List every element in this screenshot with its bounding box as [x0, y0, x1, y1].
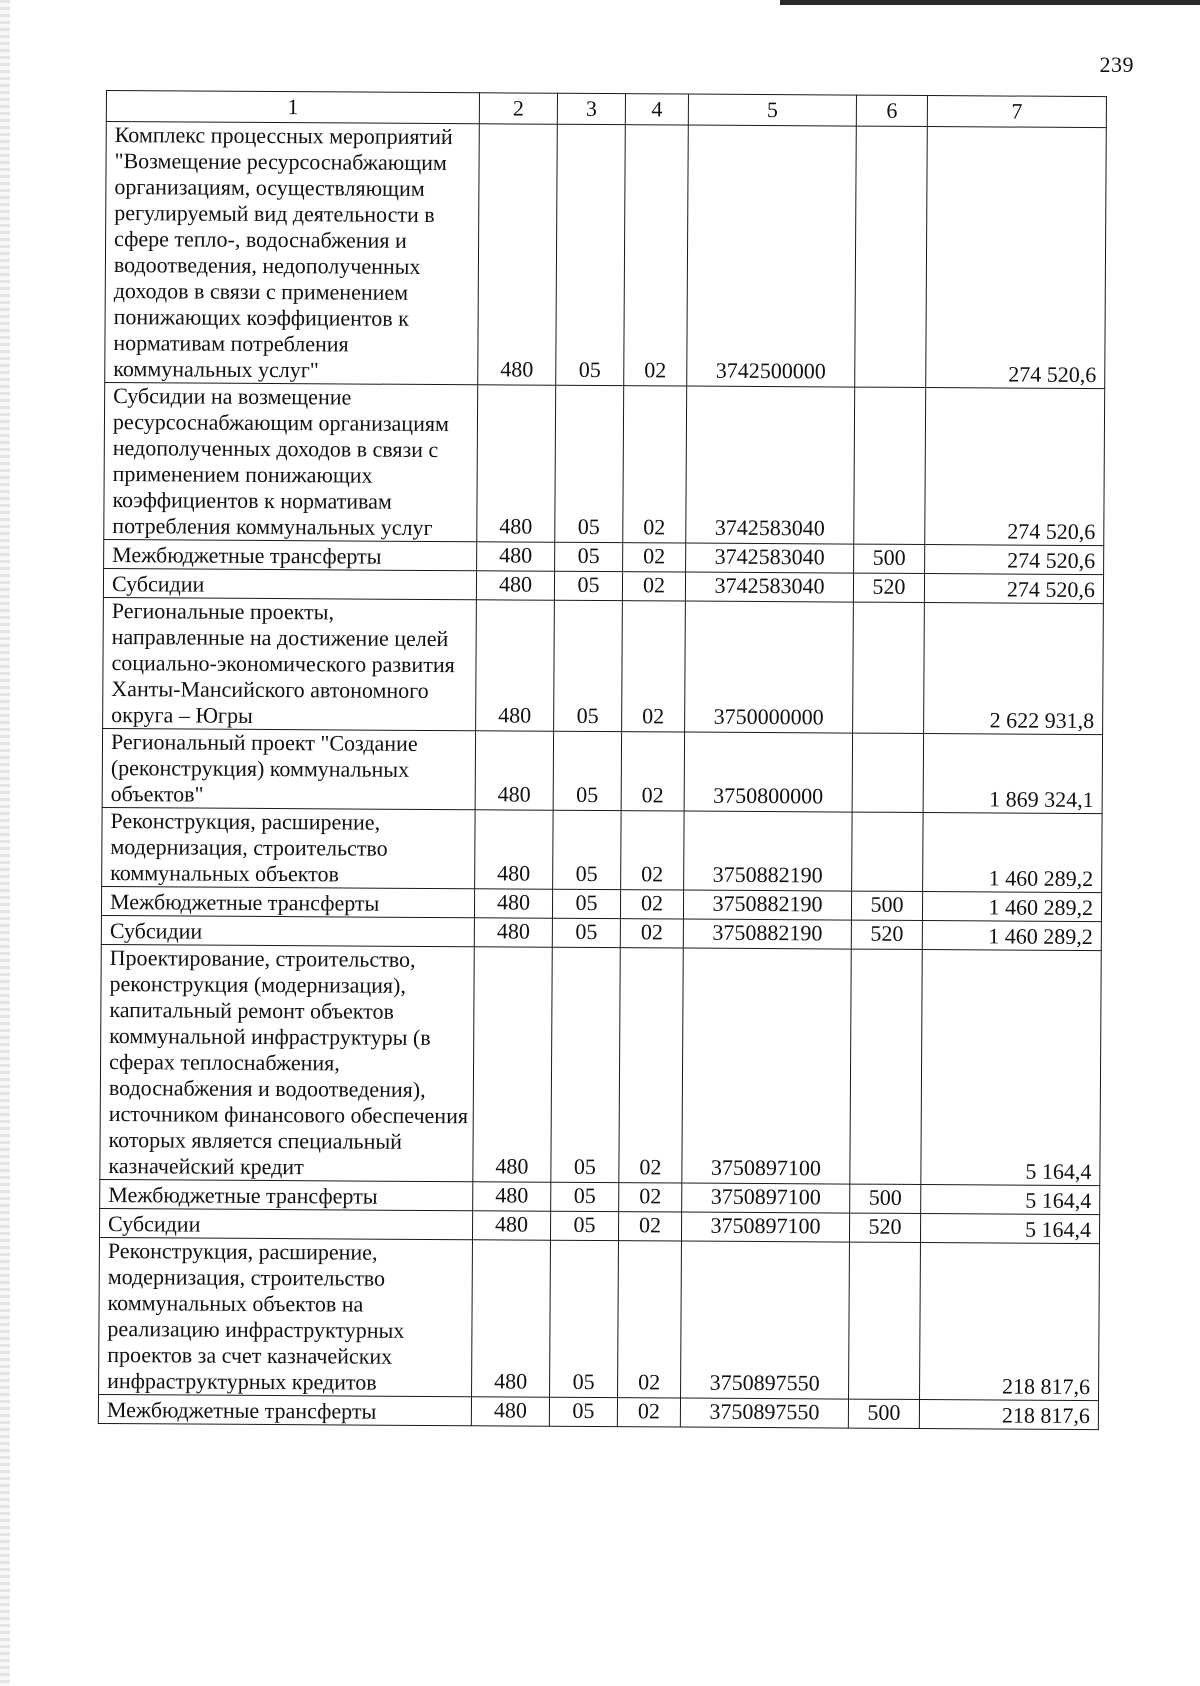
header-cell-6: 6: [856, 95, 927, 126]
header-cell-1: 1: [106, 91, 479, 124]
table-row: [100, 944, 1101, 1185]
row-col2: 480: [472, 1240, 551, 1397]
row-col2: 480: [474, 889, 552, 918]
table-row: [102, 807, 1102, 892]
row-name: Субсидии на возмещение ресурсоснабжающим организациям недополученных доходов в связи с применением понижающих коэффициентов к нормативам потребления коммунальных услуг: [104, 382, 478, 541]
row-col6: 500: [854, 544, 925, 573]
row-col4: 02: [621, 811, 684, 890]
row-col3: 05: [555, 385, 624, 542]
row-col6: [852, 812, 923, 891]
row-col5: 3750000000: [685, 601, 854, 733]
row-col5: 3742583040: [685, 572, 853, 602]
row-col5: 3742500000: [687, 125, 857, 387]
table-row: [102, 728, 1102, 813]
row-amount: 274 520,6: [924, 574, 1103, 604]
row-col5: 3750897550: [680, 1398, 848, 1428]
row-col2: 480: [472, 1211, 550, 1240]
row-col2: 480: [476, 571, 554, 600]
budget-table-wrapper: [98, 90, 1106, 1430]
row-col2: 480: [476, 600, 555, 731]
header-cell-5: 5: [688, 94, 856, 126]
table-row: [99, 1237, 1100, 1400]
row-col6: [852, 733, 923, 812]
row-col5: 3750897100: [682, 1183, 850, 1213]
scan-top-edge: [780, 0, 1200, 5]
row-col6: [854, 387, 926, 544]
scan-left-edge: [0, 0, 10, 1686]
row-name: Субсидии: [99, 1208, 472, 1239]
row-col6: 520: [849, 1213, 920, 1242]
row-col4: 02: [619, 1183, 682, 1212]
header-cell-4: 4: [625, 94, 688, 125]
row-col6: 500: [848, 1399, 919, 1428]
row-amount: 1 460 289,2: [922, 892, 1101, 922]
row-name: Реконструкция, расширение, модернизация, строительство коммунальных объектов на реализацию инфраструктурных проектов за счет казначейских инфраструктурных кредитов: [99, 1237, 473, 1396]
row-name: Региональный проект "Создание (реконструкция) коммунальных объектов": [102, 728, 475, 809]
row-amount: 1 869 324,1: [923, 734, 1102, 814]
row-col5: 3750897550: [681, 1241, 850, 1399]
row-col2: 480: [477, 542, 555, 571]
row-col4: 02: [618, 1212, 681, 1241]
row-col5: 3750897100: [681, 1212, 849, 1242]
row-col4: 02: [621, 732, 684, 811]
row-name: Субсидии: [103, 568, 476, 599]
row-col5: 3750882190: [683, 919, 851, 949]
row-col4: 02: [618, 1241, 682, 1398]
row-col2: 480: [474, 918, 552, 947]
row-col3: 05: [556, 124, 626, 385]
row-col3: 05: [552, 918, 620, 947]
row-col3: 05: [550, 1240, 619, 1397]
row-name: Проектирование, строительство, реконструкция (модернизация), капитальный ремонт объектов коммунальной инфраструктуры (в сферах теплоснабжения, водоснабжения и водоотведения), источником финансового обеспечения которых является специальный казначейский кредит: [100, 944, 474, 1181]
row-amount: 5 164,4: [920, 1213, 1099, 1243]
row-col2: 480: [475, 731, 553, 810]
row-col3: 05: [551, 1182, 619, 1211]
row-col2: 480: [473, 1182, 551, 1211]
table-row: [98, 1394, 1098, 1429]
row-col3: 05: [554, 571, 622, 600]
header-cell-3: 3: [557, 93, 625, 124]
row-col3: 05: [549, 1397, 617, 1426]
row-col5: 3750882190: [683, 890, 851, 920]
row-col3: 05: [553, 810, 621, 889]
row-col6: 520: [851, 920, 922, 949]
row-name: Межбюджетные трансферты: [104, 539, 477, 570]
row-col3: 05: [555, 542, 623, 571]
row-col6: 520: [853, 573, 924, 602]
row-col4: 02: [623, 386, 687, 543]
row-col6: [849, 1242, 921, 1399]
row-col4: 02: [623, 543, 686, 572]
row-amount: 5 164,4: [921, 1184, 1100, 1214]
row-col3: 05: [551, 947, 620, 1182]
row-col4: 02: [620, 919, 683, 948]
row-col5: 3750897100: [682, 948, 851, 1184]
row-col2: 480: [471, 1397, 549, 1426]
row-name: Межбюджетные трансферты: [98, 1394, 471, 1425]
table-row: [103, 597, 1104, 734]
header-cell-7: 7: [927, 96, 1106, 128]
row-name: Межбюджетные трансферты: [101, 886, 474, 917]
row-name: Субсидии: [101, 915, 474, 946]
row-amount: 218 817,6: [919, 1399, 1098, 1429]
row-col5: 3742583040: [686, 386, 855, 544]
row-col6: 500: [851, 891, 922, 920]
row-col4: 02: [622, 601, 686, 732]
row-amount: 1 460 289,2: [922, 921, 1101, 951]
row-amount: 1 460 289,2: [923, 813, 1102, 893]
row-col4: 02: [622, 572, 685, 601]
row-name: Региональные проекты, направленные на достижение целей социально-экономического развития Ханты-Мансийского автономного округа – Югры: [103, 597, 477, 730]
row-col5: 3750882190: [684, 811, 852, 891]
row-col6: [855, 126, 928, 387]
row-amount: 5 164,4: [921, 950, 1101, 1186]
row-col5: 3742583040: [686, 543, 854, 573]
header-cell-2: 2: [479, 93, 557, 124]
row-amount: 274 520,6: [925, 388, 1105, 546]
row-col6: [853, 602, 925, 733]
row-col4: 02: [624, 125, 689, 386]
row-col3: 05: [552, 889, 620, 918]
row-amount: 2 622 931,8: [924, 603, 1104, 735]
row-col3: 05: [554, 600, 623, 731]
row-amount: 218 817,6: [920, 1242, 1100, 1400]
row-col6: [850, 949, 922, 1184]
row-name: Комплекс процессных мероприятий "Возмещение ресурсоснабжающим организациям, осуществляющим регулируемый вид деятельности в сфере тепло-, водоснабжения и водоотведения, недополученных доходов в связи с применением понижающих коэффициентов к нормативам потребления коммунальных услуг": [105, 122, 480, 385]
row-col5: 3750800000: [684, 732, 852, 812]
row-name: Реконструкция, расширение, модернизация, строительство коммунальных объектов: [102, 807, 475, 888]
table-row: [104, 382, 1105, 545]
row-col6: 500: [850, 1184, 921, 1213]
row-col4: 02: [620, 890, 683, 919]
row-col2: 480: [477, 385, 556, 542]
row-name: Межбюджетные трансферты: [100, 1179, 473, 1210]
page-number: 239: [1099, 52, 1134, 77]
row-col2: 480: [478, 124, 558, 385]
row-col3: 05: [550, 1211, 618, 1240]
row-col2: 480: [475, 810, 553, 889]
row-amount: 274 520,6: [925, 545, 1104, 575]
row-amount: 274 520,6: [926, 127, 1107, 389]
budget-table: [98, 90, 1107, 1430]
row-col4: 02: [617, 1398, 680, 1427]
row-col3: 05: [553, 731, 621, 810]
row-col4: 02: [619, 948, 683, 1183]
table-row: [105, 122, 1107, 389]
row-col2: 480: [473, 947, 552, 1182]
